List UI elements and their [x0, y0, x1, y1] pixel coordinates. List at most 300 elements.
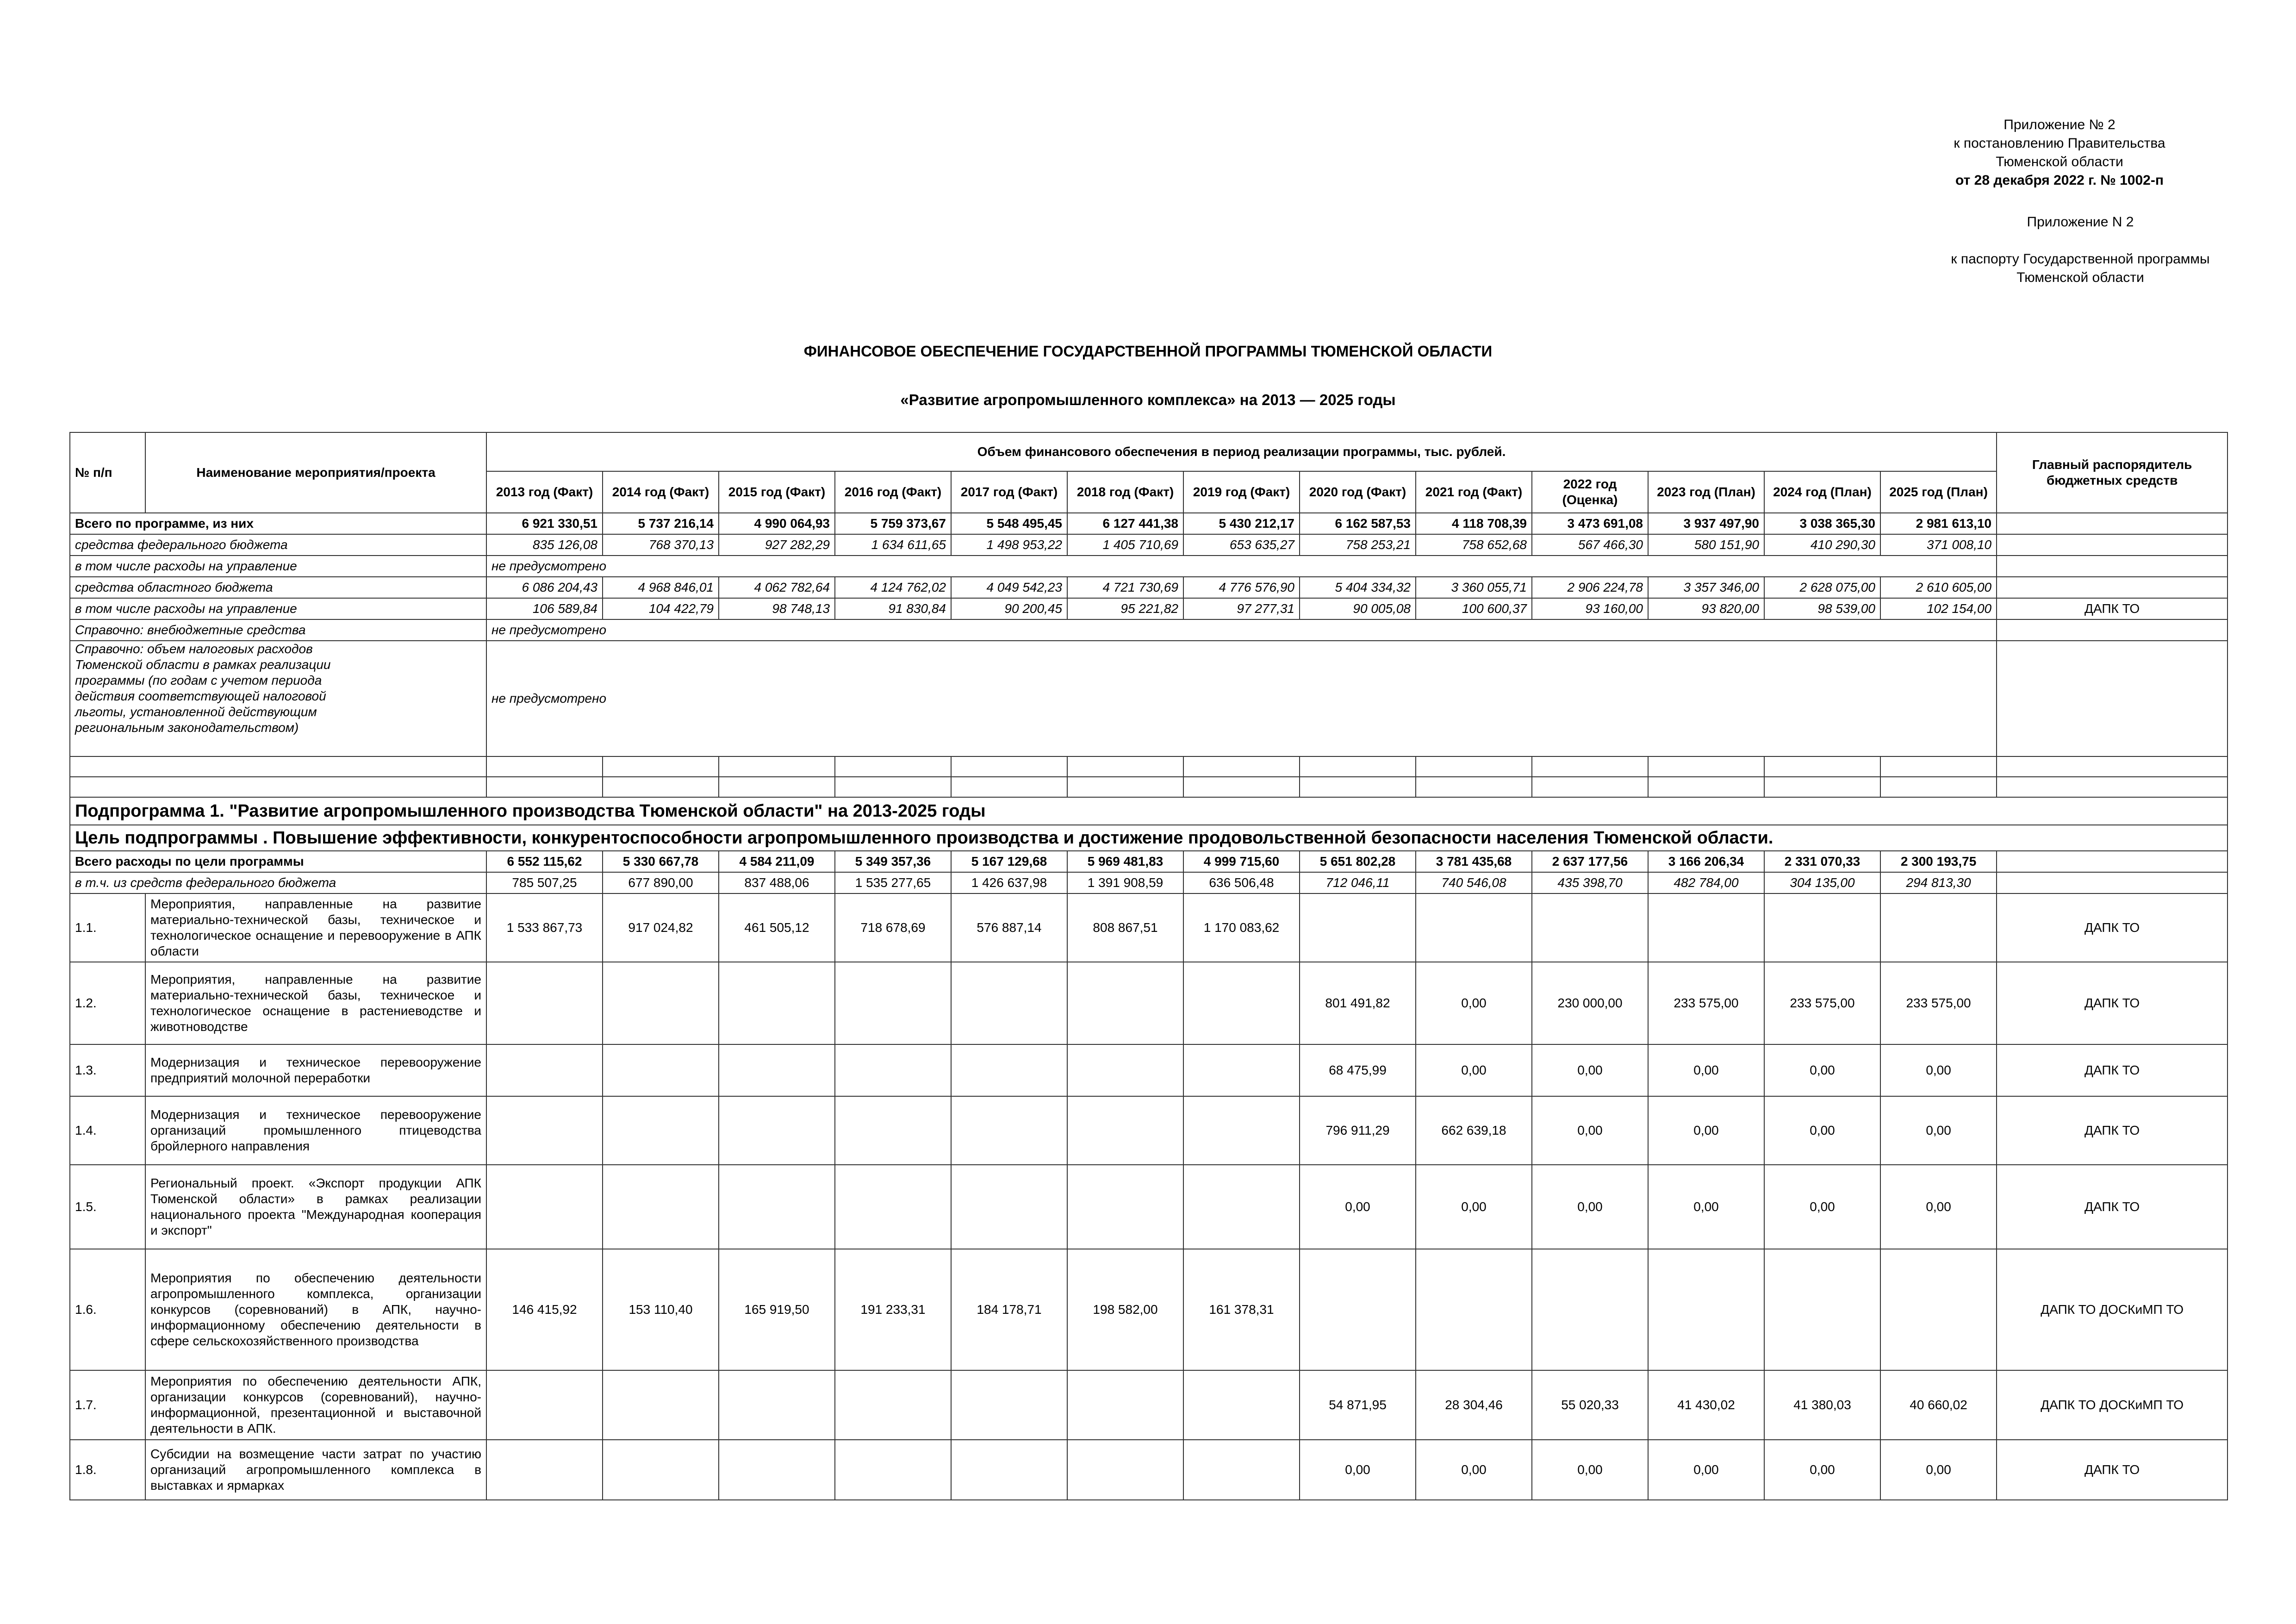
item-value: 0,00 — [1880, 1440, 1997, 1500]
summary-value: 98 539,00 — [1764, 598, 1880, 619]
item-value — [1183, 962, 1300, 1044]
item-value: 0,00 — [1880, 1096, 1997, 1165]
year-header: 2025 год (План) — [1880, 471, 1997, 513]
item-value: 0,00 — [1532, 1096, 1648, 1165]
summary-value: 580 151,90 — [1648, 534, 1764, 556]
summary-row — [70, 577, 2228, 598]
item-row — [70, 893, 2228, 962]
summary-label: средства федерального бюджета — [70, 534, 486, 556]
item-value: 801 491,82 — [1300, 962, 1416, 1044]
item-value: 28 304,46 — [1416, 1370, 1532, 1440]
item-value — [603, 1096, 719, 1165]
region2-label: Тюменской области — [2016, 270, 2144, 285]
empty-cell — [1067, 777, 1183, 797]
goal-total-value: 5 969 481,83 — [1067, 851, 1183, 872]
summary-value: 835 126,08 — [486, 534, 603, 556]
tax-expenses-row — [70, 641, 2228, 756]
goal-title: Цель подпрограммы . Повышение эффективности, конкурентоспособности агропромышленного производства и достижение продовольственной безопасности населения Тюменской области. — [70, 825, 2228, 851]
item-value: 0,00 — [1416, 1165, 1532, 1249]
summary-value: 5 548 495,45 — [951, 513, 1067, 534]
empty-cell — [1416, 777, 1532, 797]
summary-value: 410 290,30 — [1764, 534, 1880, 556]
empty-cell — [1532, 756, 1648, 777]
item-value — [486, 1044, 603, 1096]
item-value — [1880, 893, 1997, 962]
item-value — [1067, 1370, 1183, 1440]
goal-total-value: 6 552 115,62 — [486, 851, 603, 872]
item-value — [486, 1165, 603, 1249]
summary-manager — [1997, 577, 2228, 598]
item-value: 146 415,92 — [486, 1249, 603, 1370]
item-value: 0,00 — [1648, 1044, 1764, 1096]
item-row — [70, 1440, 2228, 1500]
item-value — [951, 1370, 1067, 1440]
year-header: 2016 год (Факт) — [835, 471, 951, 513]
goal-federal-value: 1 426 637,98 — [951, 872, 1067, 893]
year-header: 2013 год (Факт) — [486, 471, 603, 513]
item-value — [1067, 962, 1183, 1044]
empty-cell — [1880, 756, 1997, 777]
item-value — [1183, 1440, 1300, 1500]
item-value — [951, 1165, 1067, 1249]
goal-federal-label: в т.ч. из средств федерального бюджета — [70, 872, 486, 893]
goal-federal-value: 740 546,08 — [1416, 872, 1532, 893]
item-value — [1067, 1440, 1183, 1500]
item-value: 55 020,33 — [1532, 1370, 1648, 1440]
item-value: 917 024,82 — [603, 893, 719, 962]
item-value — [719, 1370, 835, 1440]
summary-row — [70, 619, 2228, 641]
summary-label: средства областного бюджета — [70, 577, 486, 598]
empty-row — [70, 756, 2228, 777]
empty-cell — [603, 756, 719, 777]
summary-value: 4 062 782,64 — [719, 577, 835, 598]
summary-label: Всего по программе, из них — [70, 513, 486, 534]
item-row — [70, 1370, 2228, 1440]
empty-cell — [1416, 756, 1532, 777]
item-value — [1532, 893, 1648, 962]
summary-value: 4 776 576,90 — [1183, 577, 1300, 598]
appendix-label: Приложение № 2 — [2004, 117, 2116, 132]
summary-manager — [1997, 513, 2228, 534]
summary-value: 1 634 611,65 — [835, 534, 951, 556]
item-value — [719, 1440, 835, 1500]
summary-value: 768 370,13 — [603, 534, 719, 556]
year-header: 2022 год (Оценка) — [1532, 471, 1648, 513]
tax-text: не предусмотрено — [486, 641, 1997, 756]
item-value — [1067, 1096, 1183, 1165]
item-name: Региональный проект. «Экспорт продукции АПК Тюменской области» в рамках реализации национального проекта "Международная кооперация и экспорт" — [145, 1165, 486, 1249]
goal-federal-value: 1 391 908,59 — [1067, 872, 1183, 893]
item-value — [951, 1044, 1067, 1096]
summary-value: 927 282,29 — [719, 534, 835, 556]
passport-block — [1849, 213, 2296, 287]
item-value: 0,00 — [1416, 962, 1532, 1044]
item-value — [1764, 893, 1880, 962]
summary-manager — [1997, 556, 2228, 577]
approval-block — [1828, 116, 2291, 190]
item-value — [1300, 893, 1416, 962]
summary-manager — [1997, 619, 2228, 641]
summary-value: 2 628 075,00 — [1764, 577, 1880, 598]
summary-value: 102 154,00 — [1880, 598, 1997, 619]
goal-total-label: Всего расходы по цели программы — [70, 851, 486, 872]
empty-cell — [1067, 756, 1183, 777]
summary-value: 3 038 365,30 — [1764, 513, 1880, 534]
goal-total-row — [70, 851, 2228, 872]
item-value — [1183, 1044, 1300, 1096]
resolution-date: от 28 декабря 2022 г. № 1002-п — [1955, 173, 2164, 188]
item-value — [1880, 1249, 1997, 1370]
item-value — [835, 1096, 951, 1165]
summary-label: в том числе расходы на управление — [70, 556, 486, 577]
item-value — [1067, 1165, 1183, 1249]
passport-label: к паспорту Государственной программы — [1951, 251, 2210, 267]
item-value — [603, 1440, 719, 1500]
item-value: 0,00 — [1648, 1440, 1764, 1500]
summary-value: 4 968 846,01 — [603, 577, 719, 598]
item-value — [1532, 1249, 1648, 1370]
resolution-label: к постановлению Правительства — [1954, 136, 2165, 151]
item-number: 1.8. — [70, 1440, 145, 1500]
empty-cell — [1300, 777, 1416, 797]
summary-row — [70, 598, 2228, 619]
goal-total-value: 5 167 129,68 — [951, 851, 1067, 872]
goal-total-value: 5 330 667,78 — [603, 851, 719, 872]
summary-value: 758 253,21 — [1300, 534, 1416, 556]
document-title: ФИНАНСОВОЕ ОБЕСПЕЧЕНИЕ ГОСУДАРСТВЕННОЙ ПРОГРАММЫ ТЮМЕНСКОЙ ОБЛАСТИ — [803, 343, 1493, 360]
item-value — [951, 962, 1067, 1044]
goal-federal-value: 837 488,06 — [719, 872, 835, 893]
item-value: 0,00 — [1532, 1044, 1648, 1096]
item-value — [1300, 1249, 1416, 1370]
empty-cell — [1997, 777, 2228, 797]
summary-label: Справочно: внебюджетные средства — [70, 619, 486, 641]
document-subtitle: «Развитие агропромышленного комплекса» на 2013 — 2025 годы — [900, 391, 1396, 408]
item-value: 1 533 867,73 — [486, 893, 603, 962]
empty-cell — [719, 756, 835, 777]
empty-cell — [70, 777, 486, 797]
goal-total-manager — [1997, 851, 2228, 872]
goal-total-value: 5 349 357,36 — [835, 851, 951, 872]
goal-federal-value: 677 890,00 — [603, 872, 719, 893]
goal-federal-value: 785 507,25 — [486, 872, 603, 893]
summary-value: 98 748,13 — [719, 598, 835, 619]
summary-manager — [1997, 534, 2228, 556]
item-value: 0,00 — [1648, 1096, 1764, 1165]
goal-total-value: 5 651 802,28 — [1300, 851, 1416, 872]
item-value: 1 170 083,62 — [1183, 893, 1300, 962]
item-row — [70, 962, 2228, 1044]
tax-label: Справочно: объем налоговых расходов Тюменской области в рамках реализации программы (по годам с учетом периода действия соответствующей налоговой льготы, установленной действующим региональным законодательством) — [70, 641, 486, 756]
item-value: 54 871,95 — [1300, 1370, 1416, 1440]
item-value: 191 233,31 — [835, 1249, 951, 1370]
item-value — [1183, 1370, 1300, 1440]
summary-value: 5 404 334,32 — [1300, 577, 1416, 598]
goal-federal-value: 435 398,70 — [1532, 872, 1648, 893]
item-number: 1.6. — [70, 1249, 145, 1370]
summary-value: 567 466,30 — [1532, 534, 1648, 556]
summary-value: 6 162 587,53 — [1300, 513, 1416, 534]
year-header: 2020 год (Факт) — [1300, 471, 1416, 513]
goal-federal-value: 712 046,11 — [1300, 872, 1416, 893]
item-row — [70, 1165, 2228, 1249]
empty-cell — [1532, 777, 1648, 797]
item-value: 0,00 — [1764, 1044, 1880, 1096]
item-row — [70, 1249, 2228, 1370]
item-number: 1.5. — [70, 1165, 145, 1249]
empty-cell — [1880, 777, 1997, 797]
item-value: 0,00 — [1764, 1165, 1880, 1249]
item-value — [835, 1440, 951, 1500]
empty-cell — [486, 756, 603, 777]
goal-total-value: 3 781 435,68 — [1416, 851, 1532, 872]
summary-value: 91 830,84 — [835, 598, 951, 619]
tax-manager — [1997, 641, 2228, 756]
summary-text: не предусмотрено — [486, 619, 1997, 641]
item-number: 1.1. — [70, 893, 145, 962]
empty-cell — [1300, 756, 1416, 777]
summary-value: 90 005,08 — [1300, 598, 1416, 619]
item-value: 0,00 — [1416, 1044, 1532, 1096]
item-number: 1.3. — [70, 1044, 145, 1096]
summary-value: 93 820,00 — [1648, 598, 1764, 619]
year-header: 2014 год (Факт) — [603, 471, 719, 513]
summary-value: 653 635,27 — [1183, 534, 1300, 556]
col-name-header: Наименование мероприятия/проекта — [145, 432, 486, 513]
item-value — [719, 1096, 835, 1165]
summary-text: не предусмотрено — [486, 556, 1997, 577]
item-name: Мероприятия по обеспечению деятельности АПК, организации конкурсов (соревнований), научно-информационной, презентационной и выставочной деятельности в АПК. — [145, 1370, 486, 1440]
item-value — [835, 1370, 951, 1440]
item-value — [719, 962, 835, 1044]
item-value: 0,00 — [1300, 1165, 1416, 1249]
goal-federal-value: 304 135,00 — [1764, 872, 1880, 893]
goal-total-value: 2 331 070,33 — [1764, 851, 1880, 872]
col-volume-header: Объем финансового обеспечения в период реализации программы, тыс. рублей. — [486, 432, 1997, 471]
summary-value: 6 127 441,38 — [1067, 513, 1183, 534]
summary-value: 3 937 497,90 — [1648, 513, 1764, 534]
summary-value: 2 906 224,78 — [1532, 577, 1648, 598]
item-value — [486, 962, 603, 1044]
item-value — [603, 1044, 719, 1096]
year-header: 2023 год (План) — [1648, 471, 1764, 513]
empty-cell — [835, 777, 951, 797]
item-value: 0,00 — [1416, 1440, 1532, 1500]
item-value: 461 505,12 — [719, 893, 835, 962]
summary-value: 4 124 762,02 — [835, 577, 951, 598]
col-manager-header: Главный распорядитель бюджетных средств — [1997, 432, 2228, 513]
item-value — [1183, 1165, 1300, 1249]
item-value: 0,00 — [1300, 1440, 1416, 1500]
goal-federal-row — [70, 872, 2228, 893]
empty-cell — [1183, 777, 1300, 797]
item-value: 41 380,03 — [1764, 1370, 1880, 1440]
summary-value: 5 737 216,14 — [603, 513, 719, 534]
item-value: 40 660,02 — [1880, 1370, 1997, 1440]
item-number: 1.2. — [70, 962, 145, 1044]
item-value: 153 110,40 — [603, 1249, 719, 1370]
item-value — [603, 1165, 719, 1249]
goal-total-value: 2 637 177,56 — [1532, 851, 1648, 872]
item-value — [719, 1044, 835, 1096]
summary-value: 104 422,79 — [603, 598, 719, 619]
item-value — [835, 1165, 951, 1249]
summary-value: 4 118 708,39 — [1416, 513, 1532, 534]
summary-value: 758 652,68 — [1416, 534, 1532, 556]
summary-value: 106 589,84 — [486, 598, 603, 619]
finance-table — [69, 432, 2228, 1500]
item-value — [1416, 893, 1532, 962]
empty-cell — [1764, 756, 1880, 777]
item-row — [70, 1096, 2228, 1165]
summary-row — [70, 513, 2228, 534]
goal-total-value: 4 584 211,09 — [719, 851, 835, 872]
item-value — [1183, 1096, 1300, 1165]
item-value: 808 867,51 — [1067, 893, 1183, 962]
summary-value: 95 221,82 — [1067, 598, 1183, 619]
item-value: 0,00 — [1764, 1096, 1880, 1165]
item-value: 230 000,00 — [1532, 962, 1648, 1044]
item-number: 1.7. — [70, 1370, 145, 1440]
year-header: 2017 год (Факт) — [951, 471, 1067, 513]
item-value — [486, 1370, 603, 1440]
summary-value: 90 200,45 — [951, 598, 1067, 619]
item-value: 233 575,00 — [1648, 962, 1764, 1044]
empty-cell — [1764, 777, 1880, 797]
item-value — [719, 1165, 835, 1249]
item-value — [951, 1096, 1067, 1165]
summary-value: 5 430 212,17 — [1183, 513, 1300, 534]
item-name: Мероприятия, направленные на развитие материально-технической базы, техническое и технологическое оснащение и перевооружение в АПК области — [145, 893, 486, 962]
item-manager: ДАПК ТО — [1997, 1096, 2228, 1165]
item-value: 576 887,14 — [951, 893, 1067, 962]
subprogram-title: Подпрограмма 1. "Развитие агропромышленного производства Тюменской области" на 2013-2025 годы — [70, 797, 2228, 825]
goal-total-value: 4 999 715,60 — [1183, 851, 1300, 872]
summary-value: 93 160,00 — [1532, 598, 1648, 619]
goal-federal-value: 636 506,48 — [1183, 872, 1300, 893]
item-value: 0,00 — [1880, 1165, 1997, 1249]
summary-value: 6 086 204,43 — [486, 577, 603, 598]
item-value — [603, 962, 719, 1044]
item-value: 233 575,00 — [1880, 962, 1997, 1044]
empty-row — [70, 777, 2228, 797]
item-value — [486, 1096, 603, 1165]
goal-federal-value: 1 535 277,65 — [835, 872, 951, 893]
item-value: 0,00 — [1648, 1165, 1764, 1249]
item-value: 718 678,69 — [835, 893, 951, 962]
item-name: Модернизация и техническое перевооружение организаций промышленного птицеводства бройлерного направления — [145, 1096, 486, 1165]
summary-value: 2 981 613,10 — [1880, 513, 1997, 534]
item-value — [1764, 1249, 1880, 1370]
goal-federal-value: 482 784,00 — [1648, 872, 1764, 893]
item-name: Мероприятия, направленные на развитие материально-технической базы, техническое и технологическое оснащение в растениеводстве и животноводстве — [145, 962, 486, 1044]
summary-row — [70, 534, 2228, 556]
item-value — [951, 1440, 1067, 1500]
summary-value: 100 600,37 — [1416, 598, 1532, 619]
empty-cell — [603, 777, 719, 797]
goal-total-value: 2 300 193,75 — [1880, 851, 1997, 872]
summary-value: 4 990 064,93 — [719, 513, 835, 534]
item-name: Модернизация и техническое перевооружение предприятий молочной переработки — [145, 1044, 486, 1096]
year-header: 2018 год (Факт) — [1067, 471, 1183, 513]
summary-value: 371 008,10 — [1880, 534, 1997, 556]
item-manager: ДАПК ТО — [1997, 893, 2228, 962]
item-value — [1416, 1249, 1532, 1370]
item-manager: ДАПК ТО — [1997, 962, 2228, 1044]
item-value — [1648, 893, 1764, 962]
year-header: 2019 год (Факт) — [1183, 471, 1300, 513]
item-value: 796 911,29 — [1300, 1096, 1416, 1165]
item-value: 68 475,99 — [1300, 1044, 1416, 1096]
item-value — [1067, 1044, 1183, 1096]
summary-value: 2 610 605,00 — [1880, 577, 1997, 598]
item-value — [1648, 1249, 1764, 1370]
summary-value: 6 921 330,51 — [486, 513, 603, 534]
col-no-header: № п/п — [70, 432, 145, 513]
region-label: Тюменской области — [1996, 154, 2123, 169]
empty-cell — [1183, 756, 1300, 777]
item-value: 41 430,02 — [1648, 1370, 1764, 1440]
item-value: 662 639,18 — [1416, 1096, 1532, 1165]
summary-value: 3 360 055,71 — [1416, 577, 1532, 598]
summary-value: 1 498 953,22 — [951, 534, 1067, 556]
empty-cell — [486, 777, 603, 797]
empty-cell — [1997, 756, 2228, 777]
year-header: 2024 год (План) — [1764, 471, 1880, 513]
item-manager: ДАПК ТО — [1997, 1044, 2228, 1096]
summary-value: 3 473 691,08 — [1532, 513, 1648, 534]
item-value: 161 378,31 — [1183, 1249, 1300, 1370]
item-name: Мероприятия по обеспечению деятельности агропромышленного комплекса, организации конкурсов (соревнований) в АПК, научно-информационному обеспечению деятельности в сфере сельскохозяйственного производства — [145, 1249, 486, 1370]
goal-federal-value: 294 813,30 — [1880, 872, 1997, 893]
item-value — [835, 1044, 951, 1096]
item-value — [835, 962, 951, 1044]
year-header: 2015 год (Факт) — [719, 471, 835, 513]
empty-cell — [719, 777, 835, 797]
summary-label: в том числе расходы на управление — [70, 598, 486, 619]
empty-cell — [1648, 756, 1764, 777]
item-name: Субсидии на возмещение части затрат по участию организаций агропромышленного комплекса в выставках и ярмарках — [145, 1440, 486, 1500]
item-value: 233 575,00 — [1764, 962, 1880, 1044]
item-manager: ДАПК ТО ДОСКиМП ТО — [1997, 1249, 2228, 1370]
item-value — [486, 1440, 603, 1500]
summary-value: 1 405 710,69 — [1067, 534, 1183, 556]
empty-cell — [835, 756, 951, 777]
goal-total-value: 3 166 206,34 — [1648, 851, 1764, 872]
item-row — [70, 1044, 2228, 1096]
summary-value: 3 357 346,00 — [1648, 577, 1764, 598]
summary-value: 4 049 542,23 — [951, 577, 1067, 598]
summary-row — [70, 556, 2228, 577]
summary-manager: ДАПК ТО — [1997, 598, 2228, 619]
summary-value: 5 759 373,67 — [835, 513, 951, 534]
item-manager: ДАПК ТО — [1997, 1440, 2228, 1500]
item-manager: ДАПК ТО — [1997, 1165, 2228, 1249]
summary-value: 4 721 730,69 — [1067, 577, 1183, 598]
empty-cell — [951, 756, 1067, 777]
item-value: 0,00 — [1764, 1440, 1880, 1500]
goal-federal-manager — [1997, 872, 2228, 893]
item-value: 0,00 — [1880, 1044, 1997, 1096]
item-manager: ДАПК ТО ДОСКиМП ТО — [1997, 1370, 2228, 1440]
item-value: 0,00 — [1532, 1440, 1648, 1500]
empty-cell — [951, 777, 1067, 797]
item-number: 1.4. — [70, 1096, 145, 1165]
year-header: 2021 год (Факт) — [1416, 471, 1532, 513]
subprogram-row — [70, 797, 2228, 825]
item-value — [603, 1370, 719, 1440]
